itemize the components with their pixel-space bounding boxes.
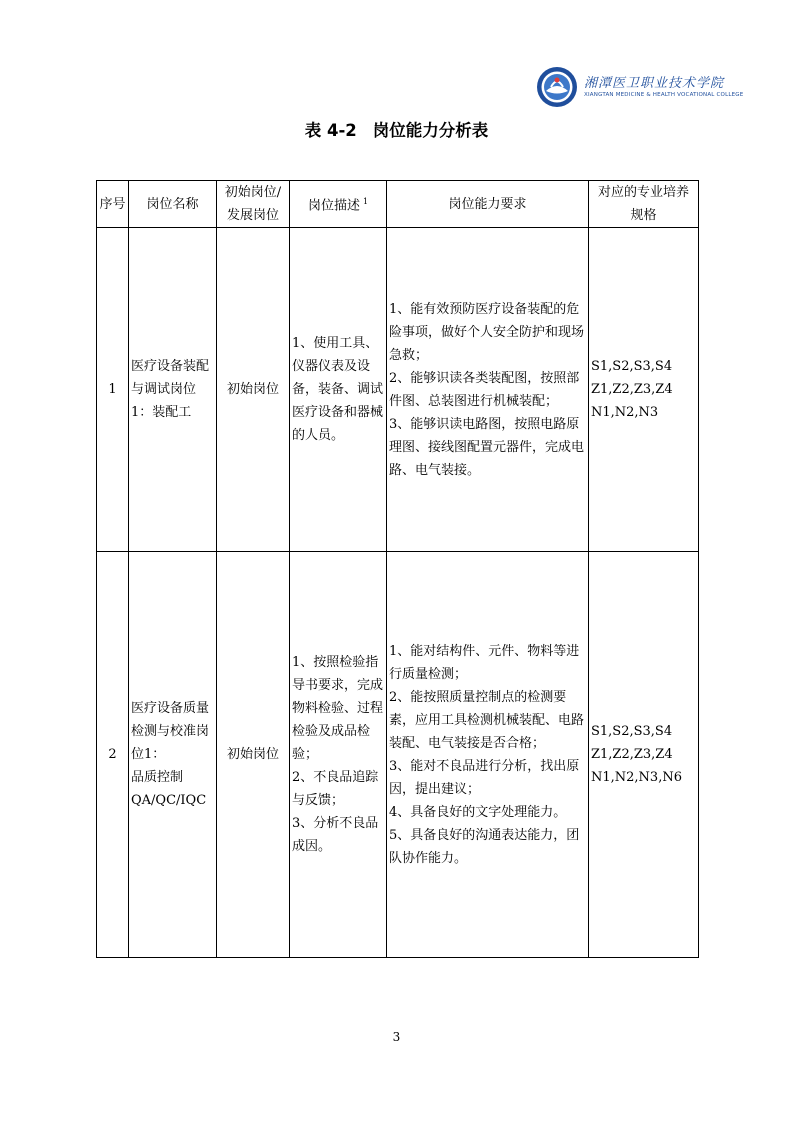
spec-line: Z1,Z2,Z3,Z4 — [591, 382, 673, 397]
table-title — [0, 117, 793, 141]
header-ability-requirements: 岗位能力要求 — [387, 181, 589, 228]
requirement-item: 1、能对结构件、元件、物料等进行质量检测； — [389, 643, 580, 682]
row-training-specs — [589, 552, 699, 958]
requirement-item: 1、能有效预防医疗设备装配的危险事项，做好个人安全防护和现场急救； — [389, 301, 585, 363]
row-index: 1 — [97, 228, 129, 552]
description-item: 2、不良品追踪与反馈； — [292, 770, 379, 808]
requirement-item: 2、能按照质量控制点的检测要素，应用工具检测机械装配、电路装配、电气装接是否合格； — [389, 689, 585, 751]
job-ability-table — [96, 180, 699, 958]
row-training-specs — [589, 228, 699, 552]
requirement-item: 3、能对不良品进行分析，找出原因，提出建议； — [389, 758, 580, 797]
requirement-item: 3、能够识读电路图，按照电路原理图、接线图配置元器件，完成电路、电气装接。 — [389, 416, 585, 478]
logo-english-name: XIANGTAN MEDICINE & HEALTH VOCATIONAL COLLEGE — [584, 92, 744, 98]
row-ability-requirements — [387, 228, 589, 552]
requirement-item: 2、能够识读各类装配图，按照部件图、总装图进行机械装配； — [389, 370, 580, 409]
row-job-type: 初始岗位 — [217, 552, 290, 958]
description-item: 3、分析不良品成因。 — [292, 816, 379, 854]
footnote-marker: 1 — [362, 197, 369, 207]
spec-line: S1,S2,S3,S4 — [591, 359, 673, 374]
spec-line: N1,N2,N3 — [591, 405, 659, 420]
row-job-description — [290, 552, 387, 958]
header-job-type-line2: 发展岗位 — [226, 208, 279, 223]
requirement-item: 5、具备良好的沟通表达能力，团队协作能力。 — [389, 827, 580, 866]
header-job-description-text: 岗位描述 — [307, 198, 360, 214]
college-logo — [536, 66, 744, 110]
row-job-description: 1、使用工具、仪器仪表及设备，装备、调试医疗设备和器械的人员。 — [290, 228, 387, 552]
header-job-name: 岗位名称 — [129, 181, 217, 228]
header-job-type — [217, 181, 290, 228]
table-title-text: 岗位能力分析表 — [372, 121, 489, 140]
table-row — [97, 228, 699, 552]
spec-line: Z1,Z2,Z3,Z4 — [591, 747, 673, 762]
table-number: 表 4-2 — [304, 121, 357, 140]
spec-line: N1,N2,N3,N6 — [591, 770, 682, 785]
table-header-row — [97, 181, 699, 228]
college-emblem-icon — [536, 66, 578, 108]
header-job-type-line1: 初始岗位/ — [224, 185, 282, 200]
job-name-line: 品质控制 — [131, 770, 184, 785]
header-job-description — [290, 181, 387, 228]
header-training-specs — [589, 181, 699, 228]
row-job-name — [129, 552, 217, 958]
job-name-line: QA/QC/IQC — [131, 793, 207, 808]
job-name-line: 医疗设备质量检测与校准岗位1： — [131, 701, 210, 762]
description-item: 1、按照检验指导书要求，完成物料检验、过程检验及成品检验； — [292, 655, 384, 762]
row-job-name: 医疗设备装配与调试岗位1：装配工 — [129, 228, 217, 552]
header-index: 序号 — [97, 181, 129, 228]
row-ability-requirements — [387, 552, 589, 958]
page-number: 3 — [392, 1030, 401, 1044]
requirement-item: 4、具备良好的文字处理能力。 — [389, 804, 567, 820]
header-training-specs-line2: 规格 — [630, 208, 657, 223]
logo-chinese-name: 湘潭医卫职业技术学院 — [584, 76, 725, 91]
table-row — [97, 552, 699, 958]
header-training-specs-line1: 对应的专业培养 — [597, 185, 689, 200]
row-job-type: 初始岗位 — [217, 228, 290, 552]
spec-line: S1,S2,S3,S4 — [591, 724, 673, 739]
row-index: 2 — [97, 552, 129, 958]
